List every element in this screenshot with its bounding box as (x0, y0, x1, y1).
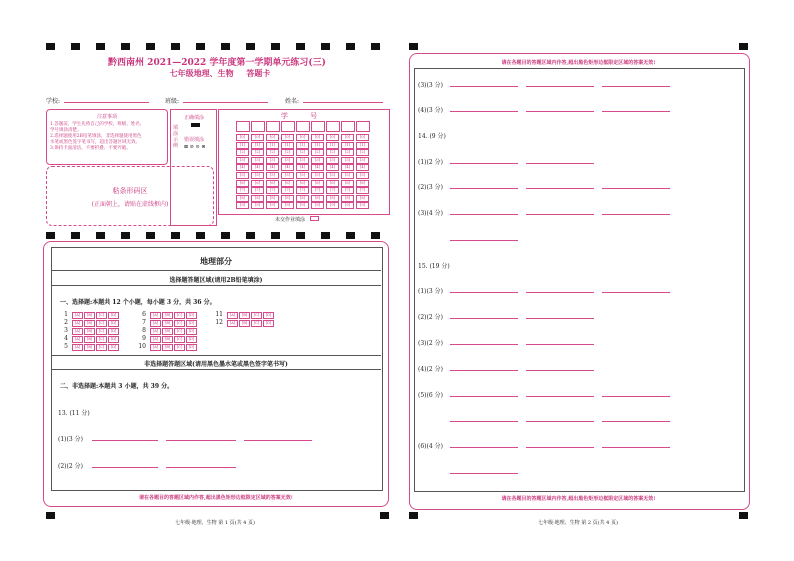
student-id-bubble[interactable]: [7] (341, 187, 354, 194)
class-field[interactable] (165, 96, 270, 105)
timing-mark-top-right (409, 43, 418, 50)
absent-label: 未交作业填涂 (275, 217, 306, 223)
student-id-bubble[interactable]: [0] (296, 134, 309, 141)
student-id-digit-cell[interactable] (281, 121, 295, 132)
absent-fill[interactable] (275, 216, 319, 223)
student-id-bubble[interactable]: [0] (236, 134, 249, 141)
student-id-bubble[interactable]: [0] (311, 134, 324, 141)
choice-bubble[interactable]: [D] (186, 312, 197, 319)
q15-6-label: (6)(4 分) (418, 443, 443, 450)
student-id-bubble[interactable]: [0] (266, 134, 279, 141)
student-id-bubble[interactable]: [3] (266, 157, 279, 164)
choice-bubble-grid[interactable] (60, 311, 370, 351)
timing-mark-bottom-right (739, 512, 748, 519)
student-id-bubble[interactable]: [5] (356, 172, 369, 179)
student-id-bubble[interactable]: [9] (326, 202, 339, 209)
student-id-bubble[interactable]: [8] (341, 195, 354, 202)
q15-4-label: (4)(2 分) (418, 366, 443, 373)
student-id-bubble[interactable]: [9] (236, 202, 249, 209)
timing-mark-bottom-left (46, 512, 55, 519)
student-id-digit-cell[interactable] (311, 121, 325, 132)
q15-6-answer-line[interactable] (450, 473, 518, 474)
choice-bubble[interactable]: [A] (150, 344, 161, 351)
student-id-bubble[interactable]: [8] (326, 195, 339, 202)
q13-2-answer-line[interactable] (92, 467, 158, 468)
choice-bubble[interactable]: [C] (174, 344, 185, 351)
student-id-bubble[interactable]: [9] (296, 202, 309, 209)
choice-header: 选择题答题区域(请用2B铅笔填涂) (169, 277, 263, 284)
choice-bubble[interactable]: [D] (108, 312, 119, 319)
choice-bubble[interactable]: [C] (96, 312, 107, 319)
choice-bubble[interactable]: [C] (174, 328, 185, 335)
exam-title: 黔西南州 2021—2022 学年度第一学期单元练习(三) (108, 58, 326, 68)
student-id-bubble[interactable]: [4] (281, 164, 294, 171)
q15-5-answer-line[interactable] (450, 396, 518, 397)
notice-box (46, 109, 168, 165)
q13-4-label: (4)(3 分) (418, 107, 443, 114)
q14-3-answer-line[interactable] (602, 214, 670, 215)
choice-bubble[interactable]: [A] (150, 336, 161, 343)
choice-bubble[interactable]: [A] (72, 320, 83, 327)
q13-4-answer-line[interactable] (526, 111, 594, 112)
student-id-bubble[interactable]: [6] (266, 180, 279, 187)
student-id-digit-cell[interactable] (251, 121, 265, 132)
warning-right-bottom: 请在各题目的答题区域内作答,超出黑色矩形边框限定区域的答案无效! (501, 496, 656, 502)
q15-3-label: (3)(2 分) (418, 340, 443, 347)
q15-6-answer-line[interactable] (450, 447, 518, 448)
choice-bubble[interactable]: [D] (186, 344, 197, 351)
student-id-bubble-grid[interactable] (236, 134, 386, 212)
student-id-digit-cell[interactable] (341, 121, 355, 132)
student-id-bubble[interactable]: [1] (236, 142, 249, 149)
q15-1-answer-line[interactable] (450, 292, 518, 293)
choice-bubble[interactable]: [B] (84, 328, 95, 335)
student-id-bubble[interactable]: [3] (356, 157, 369, 164)
choice-question-number: 9 (142, 335, 146, 342)
choice-bubble[interactable]: [B] (162, 336, 173, 343)
q15-6-answer-line[interactable] (602, 447, 670, 448)
student-id-bubble[interactable]: [9] (341, 202, 354, 209)
choice-bubble[interactable]: [C] (96, 336, 107, 343)
student-id-bubble[interactable]: [6] (326, 180, 339, 187)
student-id-bubble[interactable]: [9] (356, 202, 369, 209)
q15-5-answer-line[interactable] (526, 421, 594, 422)
choice-bubble[interactable]: [A] (150, 312, 161, 319)
student-id-bubble[interactable]: [4] (236, 164, 249, 171)
student-id-bubble[interactable]: [7] (281, 187, 294, 194)
timing-mark-bottom-left (380, 512, 389, 519)
choice-bubble[interactable]: [A] (72, 344, 83, 351)
student-id-bubble[interactable]: [2] (311, 149, 324, 156)
student-id-bubble[interactable]: [5] (296, 172, 309, 179)
choice-bubble[interactable]: [B] (162, 328, 173, 335)
barcode-title: 粘条形码区 (112, 187, 148, 195)
q15-5-answer-line[interactable] (602, 396, 670, 397)
wrong-fill-label: 错误填涂 (184, 137, 205, 143)
student-id-bubble[interactable]: [2] (281, 149, 294, 156)
school-field[interactable] (46, 96, 151, 105)
q15-3-answer-line[interactable] (526, 344, 594, 345)
student-id-bubble[interactable]: [8] (281, 195, 294, 202)
student-id-box (218, 109, 390, 215)
choice-bubble[interactable]: [B] (162, 312, 173, 319)
barcode-note: (正面朝上，请贴在虚线框内) (91, 201, 169, 208)
student-id-bubble[interactable]: [4] (296, 164, 309, 171)
student-id-bubble[interactable]: [2] (326, 149, 339, 156)
choice-bubble[interactable]: [A] (227, 312, 238, 319)
part2-instruction: 二、非选择题:本题共 3 小题，共 39 分。 (60, 383, 174, 390)
student-id-bubble[interactable]: [5] (236, 172, 249, 179)
choice-question-number: 6 (142, 311, 146, 318)
choice-bubble[interactable]: [A] (150, 320, 161, 327)
q13-1-answer-line[interactable] (166, 440, 236, 441)
student-id-bubble[interactable]: [7] (326, 187, 339, 194)
q14-3-label: (3)(4 分) (418, 210, 443, 217)
student-id-bubble[interactable]: [9] (311, 202, 324, 209)
student-id-bubble[interactable]: [3] (296, 157, 309, 164)
student-id-bubble[interactable]: [7] (251, 187, 264, 194)
q15-1-answer-line[interactable] (602, 292, 670, 293)
student-id-bubble[interactable]: [1] (266, 142, 279, 149)
student-id-bubble[interactable]: [1] (311, 142, 324, 149)
choice-bubble[interactable]: [B] (84, 336, 95, 343)
choice-bubble[interactable]: [A] (72, 312, 83, 319)
student-id-bubble[interactable]: [8] (356, 195, 369, 202)
q14-2-answer-line[interactable] (450, 188, 518, 189)
student-id-bubble[interactable]: [7] (356, 187, 369, 194)
student-id-bubble[interactable]: [0] (326, 134, 339, 141)
student-id-bubble[interactable]: [4] (326, 164, 339, 171)
name-field[interactable] (285, 96, 390, 105)
footer-left: 七年级·地理、生物 第 1 页(共 4 页) (175, 520, 255, 526)
choice-bubble[interactable]: [B] (239, 320, 250, 327)
student-id-bubble[interactable]: [4] (251, 164, 264, 171)
part1-instruction: 一、选择题:本题共 12 个小题，每小题 3 分，共 36 分。 (60, 299, 216, 306)
q15-label: 15. (19 分) (418, 263, 450, 270)
student-id-bubble[interactable]: [8] (296, 195, 309, 202)
student-id-bubble[interactable]: [6] (356, 180, 369, 187)
student-id-bubble[interactable]: [2] (341, 149, 354, 156)
choice-question-number: 2 (64, 319, 68, 326)
q14-3-answer-line[interactable] (450, 240, 518, 241)
student-id-bubble[interactable]: [7] (311, 187, 324, 194)
choice-bubble[interactable]: [C] (96, 328, 107, 335)
student-id-bubble[interactable]: [4] (356, 164, 369, 171)
choice-question-number: 3 (64, 327, 68, 334)
choice-bubble[interactable]: [D] (263, 312, 274, 319)
student-id-bubble[interactable]: [3] (251, 157, 264, 164)
student-id-bubble[interactable]: [5] (251, 172, 264, 179)
warning-right-top: 请在各题目的答题区域内作答,超出黑色矩形边框限定区域的答案无效! (501, 60, 656, 66)
student-id-bubble[interactable]: [4] (266, 164, 279, 171)
q13-2-label: (2)(2 分) (58, 463, 83, 470)
q15-1-label: (1)(3 分) (418, 288, 443, 295)
student-id-bubble[interactable]: [7] (236, 187, 249, 194)
q14-2-answer-line[interactable] (602, 188, 670, 189)
student-id-bubble[interactable]: [2] (266, 149, 279, 156)
q13-4-answer-line[interactable] (602, 111, 670, 112)
notice-title: 注意事项 (96, 114, 117, 120)
q13-3-answer-line[interactable] (450, 86, 518, 87)
q15-6-answer-line[interactable] (526, 447, 594, 448)
q13-3-answer-line[interactable] (602, 86, 670, 87)
choice-bubble[interactable]: [A] (227, 320, 238, 327)
timing-mark-bottom-right (409, 512, 418, 519)
card-label: 答题卡 (246, 68, 271, 78)
student-id-bubble[interactable]: [5] (341, 172, 354, 179)
choice-bubble[interactable]: [D] (186, 320, 197, 327)
q14-label: 14. (9 分) (418, 133, 446, 140)
student-id-bubble[interactable]: [6] (341, 180, 354, 187)
choice-bubble[interactable]: [C] (174, 312, 185, 319)
student-id-bubble[interactable]: [0] (356, 134, 369, 141)
choice-question-number: 12 (215, 319, 223, 326)
choice-bubble[interactable]: [B] (84, 312, 95, 319)
choice-bubble[interactable]: [C] (251, 312, 262, 319)
student-id-bubble[interactable]: [0] (281, 134, 294, 141)
notice-line: 学号填涂清楚。 (50, 128, 82, 133)
student-id-title: 学 号 (280, 112, 328, 120)
q14-2-answer-line[interactable] (526, 188, 594, 189)
q15-2-label: (2)(2 分) (418, 314, 443, 321)
choice-bubble[interactable]: [D] (186, 336, 197, 343)
choice-bubble[interactable]: [A] (72, 336, 83, 343)
student-id-bubble[interactable]: [2] (356, 149, 369, 156)
q13-4-answer-line[interactable] (450, 111, 518, 112)
choice-bubble[interactable]: [B] (84, 344, 95, 351)
student-id-bubble[interactable]: [7] (266, 187, 279, 194)
correct-fill-label: 正确填涂 (184, 115, 205, 121)
right-inner-frame (414, 68, 745, 492)
student-id-bubble[interactable]: [2] (296, 149, 309, 156)
q14-3-answer-line[interactable] (450, 214, 518, 215)
q13-1-answer-line[interactable] (244, 440, 312, 441)
notice-line: 2.选择题使用2B铅笔填涂，非选择题使用黑色 (50, 134, 142, 139)
q14-1-label: (1)(2 分) (418, 159, 443, 166)
q14-1-answer-line[interactable] (526, 163, 594, 164)
student-id-digit-cell[interactable] (356, 121, 370, 132)
geo-section-title: 地理部分 (200, 256, 232, 266)
choice-bubble[interactable]: [C] (174, 336, 185, 343)
q13-2-answer-line[interactable] (166, 467, 236, 468)
exam-subtitle (130, 68, 310, 79)
student-id-bubble[interactable]: [0] (341, 134, 354, 141)
student-id-bubble[interactable]: [3] (341, 157, 354, 164)
timing-mark-top-right (739, 43, 748, 50)
choice-bubble[interactable]: [C] (174, 320, 185, 327)
student-id-bubble[interactable]: [3] (311, 157, 324, 164)
q15-1-answer-line[interactable] (526, 292, 594, 293)
q13-label: 13. (11 分) (58, 410, 90, 417)
choice-bubble[interactable]: [B] (84, 320, 95, 327)
choice-bubble[interactable]: [C] (251, 320, 262, 327)
name-label: 姓名: (285, 98, 300, 105)
choice-bubble[interactable]: [D] (108, 344, 119, 351)
student-id-bubble[interactable]: [2] (236, 149, 249, 156)
student-id-bubble[interactable]: [5] (311, 172, 324, 179)
choice-question-number: 7 (142, 319, 146, 326)
student-id-digit-cell[interactable] (296, 121, 310, 132)
q13-3-label: (3)(3 分) (418, 82, 443, 89)
choice-bubble[interactable]: [C] (96, 344, 107, 351)
student-id-bubble[interactable]: [6] (296, 180, 309, 187)
q15-5-answer-line[interactable] (602, 421, 670, 422)
student-id-bubble[interactable]: [6] (311, 180, 324, 187)
choice-bubble[interactable]: [B] (162, 344, 173, 351)
choice-bubble[interactable]: [A] (72, 328, 83, 335)
notice-line: 水笔或黑色签字笔书写，超出答题区域无效。 (50, 140, 140, 145)
student-id-bubble[interactable]: [2] (251, 149, 264, 156)
q15-4-answer-line[interactable] (526, 370, 594, 371)
student-id-bubble[interactable]: [8] (236, 195, 249, 202)
choice-question-number: 4 (64, 335, 68, 342)
choice-bubble[interactable]: [D] (263, 320, 274, 327)
footer-right: 七年级·地理、生物 第 2 页(共 4 页) (538, 520, 618, 526)
q13-3-answer-line[interactable] (526, 86, 594, 87)
q14-3-answer-line[interactable] (526, 214, 594, 215)
choice-bubble[interactable]: [D] (108, 320, 119, 327)
choice-question-number: 8 (142, 327, 146, 334)
student-id-digit-cell[interactable] (326, 121, 340, 132)
choice-bubble[interactable]: [B] (239, 312, 250, 319)
class-label: 班级: (165, 98, 180, 105)
q15-5-answer-line[interactable] (450, 421, 518, 422)
student-id-bubble[interactable]: [1] (356, 142, 369, 149)
student-id-bubble[interactable]: [9] (251, 202, 264, 209)
student-id-bubble[interactable]: [8] (266, 195, 279, 202)
student-id-bubble[interactable]: [9] (281, 202, 294, 209)
wrong-fill-marks: ⊠ ⊘ ⊙ ⊗ (184, 144, 206, 150)
choice-bubble[interactable]: [A] (150, 328, 161, 335)
student-id-bubble[interactable]: [1] (326, 142, 339, 149)
student-id-bubble[interactable]: [5] (326, 172, 339, 179)
student-id-bubble[interactable]: [1] (341, 142, 354, 149)
q13-1-label: (1)(3 分) (58, 436, 83, 443)
barcode-area (46, 166, 214, 226)
choice-bubble[interactable]: [D] (108, 328, 119, 335)
choice-bubble[interactable]: [D] (186, 328, 197, 335)
student-id-bubble[interactable]: [3] (281, 157, 294, 164)
choice-bubble[interactable]: [B] (162, 320, 173, 327)
school-label: 学校: (46, 98, 61, 105)
q15-5-label: (5)(6 分) (418, 392, 443, 399)
student-id-bubble[interactable]: [6] (236, 180, 249, 187)
student-id-bubble[interactable]: [1] (251, 142, 264, 149)
student-id-digit-cell[interactable] (266, 121, 280, 132)
choice-question-number: 10 (138, 343, 146, 350)
student-id-digit-cell[interactable] (236, 121, 250, 132)
choice-question-number: 11 (215, 311, 223, 318)
student-id-bubble[interactable]: [6] (281, 180, 294, 187)
student-id-bubble[interactable]: [6] (251, 180, 264, 187)
choice-bubble[interactable]: [C] (96, 320, 107, 327)
correct-fill-mark (191, 123, 200, 127)
student-id-bubble[interactable]: [3] (236, 157, 249, 164)
q14-1-answer-line[interactable] (450, 163, 518, 164)
q15-3-answer-line[interactable] (450, 344, 518, 345)
q15-2-answer-line[interactable] (450, 318, 518, 319)
warning-left: 请在各题目的答题区域内作答,超出黑色矩形边框限定区域的答案无效! (139, 495, 293, 501)
student-id-bubble[interactable]: [1] (296, 142, 309, 149)
fill-example-side-label: 填涂示例 (173, 125, 179, 149)
student-id-cells[interactable] (236, 121, 372, 131)
student-id-bubble[interactable]: [4] (311, 164, 324, 171)
student-id-bubble[interactable]: [1] (281, 142, 294, 149)
q14-2-label: (2)(3 分) (418, 184, 443, 191)
q13-1-answer-line[interactable] (92, 440, 158, 441)
student-id-bubble[interactable]: [4] (341, 164, 354, 171)
nonchoice-header: 非选择题答题区域(请用黑色墨水笔或黑色签字笔书写) (144, 361, 288, 368)
notice-line: 3.保持卡面清洁，不要折叠、不要弄破。 (50, 146, 131, 151)
subject-label: 七年级地理、生物 (169, 68, 234, 78)
choice-bubble[interactable]: [D] (108, 336, 119, 343)
student-id-bubble[interactable]: [8] (251, 195, 264, 202)
student-id-bubble[interactable]: [3] (326, 157, 339, 164)
notice-line: 1.答题前，学生先将自己的学校、班级、姓名、 (50, 122, 145, 127)
q15-2-answer-line[interactable] (526, 318, 594, 319)
student-id-bubble[interactable]: [7] (296, 187, 309, 194)
student-id-bubble[interactable]: [5] (281, 172, 294, 179)
choice-question-number: 1 (64, 311, 68, 318)
student-id-bubble[interactable]: [5] (266, 172, 279, 179)
q15-5-answer-line[interactable] (526, 396, 594, 397)
choice-question-number: 5 (64, 343, 68, 350)
q15-4-answer-line[interactable] (450, 370, 518, 371)
student-id-bubble[interactable]: [0] (251, 134, 264, 141)
student-id-bubble[interactable]: [8] (311, 195, 324, 202)
student-id-bubble[interactable]: [9] (266, 202, 279, 209)
